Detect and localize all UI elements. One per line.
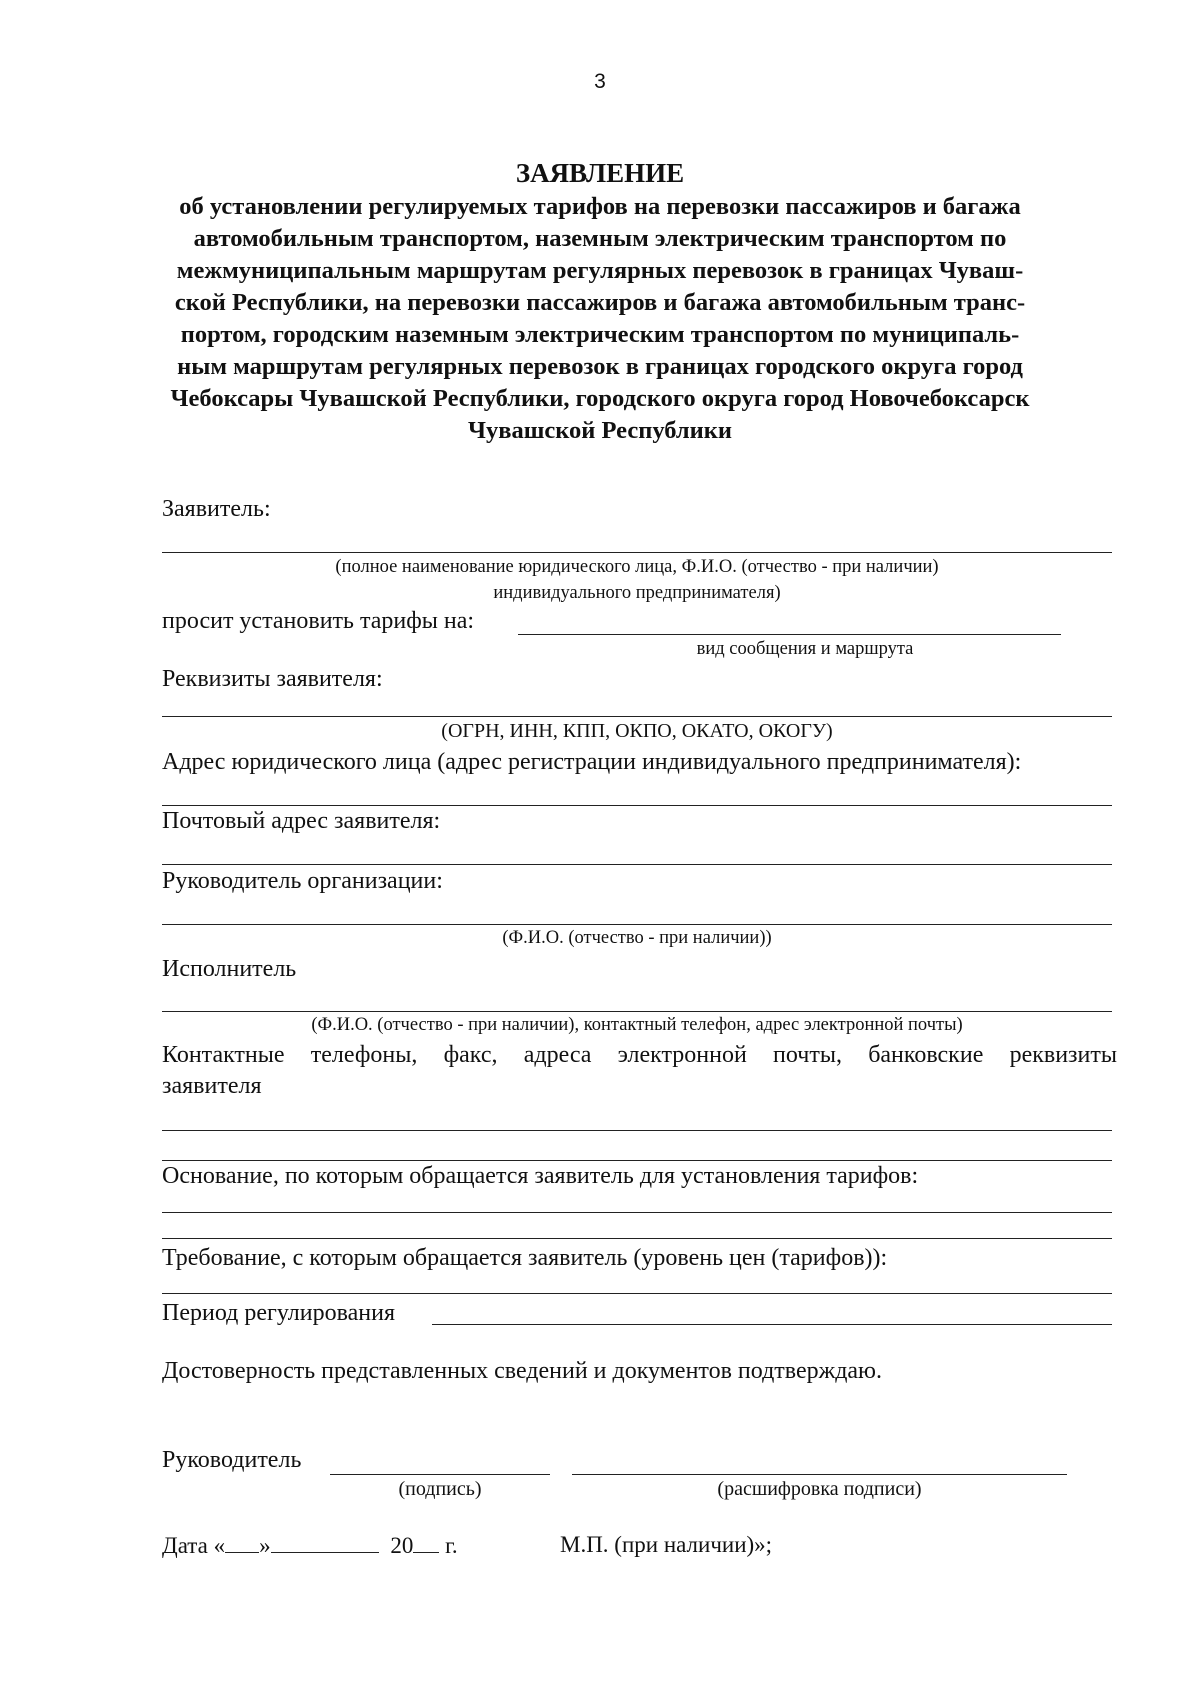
contacts-field-line[interactable] <box>162 1160 1112 1161</box>
requisites-label: Реквизиты заявителя: <box>162 666 383 692</box>
tariff-request-label: просит установить тарифы на: <box>162 608 475 634</box>
contacts-label: заявителя <box>162 1073 262 1099</box>
subtitle-line: автомобильным транспортом, наземным электрическим транспортом по <box>193 225 1007 252</box>
basis-field-line[interactable] <box>162 1238 1112 1239</box>
requisites-hint: (ОГРН, ИНН, КПП, ОКПО, ОКАТО, ОКОГУ) <box>441 720 833 742</box>
signature-hint: (подпись) <box>398 1478 482 1500</box>
confirmation-text: Достоверность представленных сведений и документов подтверждаю. <box>162 1358 882 1384</box>
subtitle-line: ской Республики, на перевозки пассажиров и багажа автомобильным транс- <box>174 289 1026 316</box>
signature-decryption-field-line[interactable] <box>572 1474 1067 1475</box>
subtitle-line: межмуниципальным маршрутам регулярных перевозок в границах Чуваш- <box>176 257 1024 284</box>
applicant-label: Заявитель: <box>162 496 271 522</box>
document-title: ЗАЯВЛЕНИЕ <box>515 158 685 188</box>
legal-address-label: Адрес юридического лица (адрес регистрации индивидуального предпринимателя): <box>162 749 1022 775</box>
applicant-field-line[interactable] <box>162 552 1112 553</box>
basis-field-line[interactable] <box>162 1212 1112 1213</box>
executor-label: Исполнитель <box>162 956 297 982</box>
legal-address-field-line[interactable] <box>162 805 1112 806</box>
head-hint: (Ф.И.О. (отчество - при наличии)) <box>502 928 772 948</box>
page-number: 3 <box>594 70 606 93</box>
year-prefix: 20 <box>390 1533 414 1558</box>
period-label: Период регулирования <box>162 1300 396 1326</box>
date-month-field[interactable] <box>271 1532 379 1553</box>
contacts-field-line[interactable] <box>162 1130 1112 1131</box>
decryption-hint: (расшифровка подписи) <box>717 1478 922 1500</box>
date-mid: » <box>259 1533 271 1558</box>
subtitle-line: Чувашской Республики <box>467 417 733 444</box>
year-suffix: г. <box>439 1533 458 1558</box>
postal-address-label: Почтовый адрес заявителя: <box>162 808 441 834</box>
executor-hint: (Ф.И.О. (отчество - при наличии), контактный телефон, адрес электронной почты) <box>311 1015 963 1035</box>
postal-address-field-line[interactable] <box>162 864 1112 865</box>
subtitle-line: ным маршрутам регулярных перевозок в границах городского округа город <box>177 353 1023 380</box>
signature-head-label: Руководитель <box>162 1447 302 1473</box>
subtitle-line: Чебоксары Чувашской Республики, городского округа город Новочебоксарск <box>170 385 1030 412</box>
date-label: Дата « <box>162 1533 226 1558</box>
tariff-request-hint: вид сообщения и маршрута <box>696 639 914 659</box>
stamp-note: М.П. (при наличии)»; <box>560 1532 773 1557</box>
date-year-field[interactable] <box>413 1532 439 1553</box>
signature-field-line[interactable] <box>330 1474 550 1475</box>
requisites-field-line[interactable] <box>162 716 1112 717</box>
head-label: Руководитель организации: <box>162 868 443 894</box>
applicant-hint: индивидуального предпринимателя) <box>493 583 781 603</box>
executor-field-line[interactable] <box>162 1011 1112 1012</box>
applicant-hint: (полное наименование юридического лица, Ф.И.О. (отчество - при наличии) <box>335 557 939 577</box>
head-field-line[interactable] <box>162 924 1112 925</box>
date-day-field[interactable] <box>225 1532 259 1553</box>
contacts-label: Контактные телефоны, факс, адреса электронной почты, банковские реквизиты <box>162 1042 1117 1068</box>
date-row <box>162 1532 458 1559</box>
tariff-request-field-line[interactable] <box>518 634 1061 635</box>
basis-label: Основание, по которым обращается заявитель для установления тарифов: <box>162 1163 919 1189</box>
demand-label: Требование, с которым обращается заявитель (уровень цен (тарифов)): <box>162 1245 888 1271</box>
period-field-line[interactable] <box>432 1324 1112 1325</box>
demand-field-line[interactable] <box>162 1293 1112 1294</box>
subtitle-line: об установлении регулируемых тарифов на перевозки пассажиров и багажа <box>179 193 1021 220</box>
subtitle-line: портом, городским наземным электрическим транспортом по муниципаль- <box>180 321 1020 348</box>
